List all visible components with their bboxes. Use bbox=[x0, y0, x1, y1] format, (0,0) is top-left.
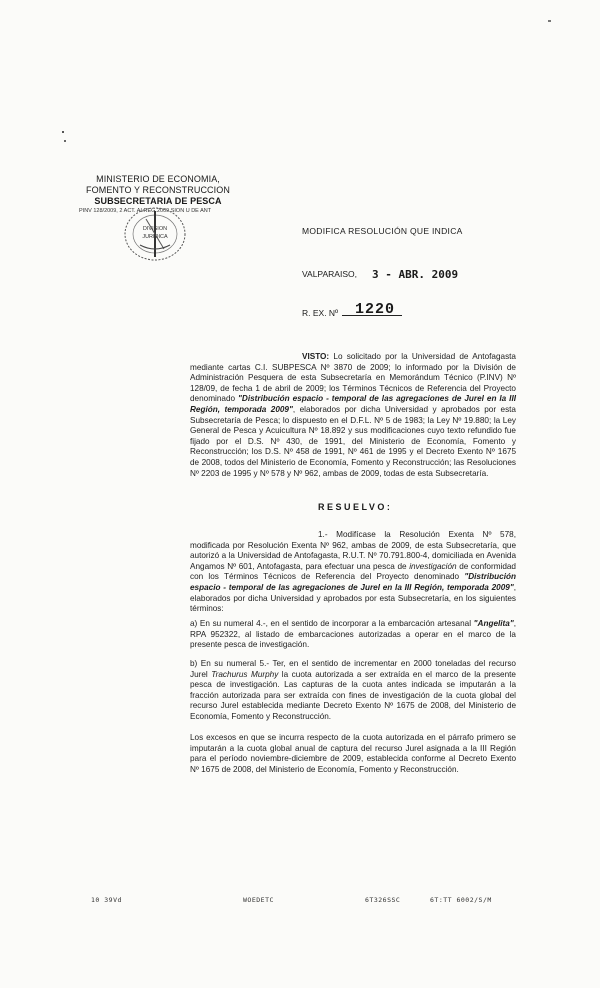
seal-text-2: JURIDICA bbox=[142, 234, 168, 240]
letterhead bbox=[78, 174, 238, 207]
scan-speck bbox=[64, 140, 66, 142]
pa-vessel: "Angelita" bbox=[473, 619, 514, 628]
pb-species: Trachurus Murphy bbox=[211, 669, 279, 679]
visto-text-b: , elaborados por dicha Universidad y aprobados por esta Subsecretaría de Pesca; lo dispuesto en el D.F.L. Nº 5 de 1983; la Ley Nº 19.880; la Ley General de Pesca y Acuicultura Nº 18.892 y sus modificaciones cuyo texto refundido fue fijado por el D.S. Nº 430, de 1991, del Ministerio de Economía, Fomento y Reconstrucción; los D.S. Nº 458 de 1991, Nº 461 de 1995 y el Decreto Exento Nº 1675 de 2008, todos del Ministerio de Economía, Fomento y Reconstrucción; las Resoluciones Nº 2203 de 1995 y Nº 578 y Nº 962, ambas de 2009, todas de esta Subsecretaría. bbox=[190, 404, 516, 478]
fax-footer-4: 6T:TT 6002/S/M bbox=[430, 896, 492, 904]
paragraph-1 bbox=[190, 530, 516, 615]
visto-block bbox=[190, 352, 516, 479]
paragraph-b bbox=[190, 659, 516, 723]
date-stamp: 3 - ABR. 2009 bbox=[372, 268, 459, 281]
letterhead-subsecretaria: SUBSECRETARIA DE PESCA bbox=[94, 196, 222, 206]
p1-text-c: , elaborados por dicha Universidad y aprobados por esta Subsecretaría, en los siguientes términos: bbox=[190, 582, 516, 614]
resuelvo-heading: RESUELVO: bbox=[318, 502, 393, 512]
pb-text-a: b) En su numeral 5.- Ter, en el sentido de incrementar en 2000 toneladas del recurso Jurel bbox=[190, 659, 516, 679]
letterhead-reference: PINV 128/2009, 2 ACT. ALREG.2009 SION U DE ANT bbox=[79, 208, 212, 214]
fax-footer-2: WOEDETC bbox=[243, 896, 274, 904]
pc-text: Los excesos en que se incurra respecto de la cuota autorizada en el párrafo primero se imputarán a la cuota global anual de captura del recurso Jurel asignada a la III Región para el período noviembre-diciembre de 2009, establecida conforme al Decreto Exento Nº 1675 de 2008, del Ministerio de Economía, Fomento y Reconstrucción. bbox=[190, 733, 516, 774]
document-subject: MODIFICA RESOLUCIÓN QUE INDICA bbox=[302, 226, 463, 236]
scan-speck bbox=[62, 131, 64, 133]
visto-project: "Distribución espacio - temporal de las agregaciones de Jurel en la III Región, temporada 2009" bbox=[190, 394, 517, 414]
p1-project: "Distribución espacio - temporal de las agregaciones de Jurel en la III Región, temporada 2009" bbox=[190, 572, 516, 592]
letterhead-ministry: MINISTERIO DE ECONOMIA, bbox=[96, 174, 220, 184]
p1-text-a: 1.- Modifícase la Resolución Exenta Nº 578, modificada por Resolución Exenta Nº 962, ambas de 2009, de esta Subsecretaría, que autorizó a la Universidad de Antofagasta, R.U.T. Nº 70.791.800-4, domiciliada en Avenida Angamos Nº 601, Antofagasta, para efectuar una pesca de bbox=[190, 530, 516, 571]
fax-footer-3: 6T326SSC bbox=[365, 896, 401, 904]
seal-text-1: DIVISION bbox=[142, 226, 168, 232]
paragraph-a bbox=[190, 619, 516, 651]
scan-speck bbox=[548, 20, 551, 22]
visto-label: VISTO: bbox=[302, 352, 330, 361]
place-label: VALPARAISO, bbox=[302, 269, 357, 279]
visto-text-a: Lo solicitado por la Universidad de Antofagasta mediante cartas C.I. SUBPESCA Nº 3870 de 2009; lo informado por la División de Administración Pesquera de esta Subsecretaría en Memorándum Técnico (P.INV) Nº 128/09, de fecha 1 de abril de 2009; los Términos Técnicos de Referencia del Proyecto denominado bbox=[190, 352, 516, 404]
pa-text-a: a) En su numeral 4.-, en el sentido de incorporar a la embarcación artesanal bbox=[190, 619, 474, 628]
p1-investigacion: investigación bbox=[409, 561, 457, 571]
p1-text-b: de conformidad con los Términos Técnicos de Referencia del Proyecto denominado bbox=[190, 561, 516, 582]
pb-text-b: la cuota autorizada a ser extraída en el marco de la presente pesca de investigación. Las capturas de la cuota antes indicada se imputarán a la fracción autorizada para ser extraída con fines de investigación de la cuota global del recurso Jurel establecida mediante Decreto Exento Nº 1675 de 2008, del Ministerio de Economía, Fomento y Reconstrucción. bbox=[190, 669, 516, 721]
paragraph-c bbox=[190, 733, 516, 775]
letterhead-ministry-2: FOMENTO Y RECONSTRUCCION bbox=[86, 185, 230, 195]
pa-text-b: , RPA 952322, al listado de embarcaciones autorizadas a operar en el marco de la presente pesca de investigación. bbox=[190, 619, 516, 650]
rex-label: R. EX. Nº bbox=[302, 308, 339, 318]
division-juridica-seal bbox=[122, 205, 188, 263]
rex-number: 1220 bbox=[355, 301, 396, 318]
fax-footer-1: 10 39Vd bbox=[91, 896, 122, 904]
